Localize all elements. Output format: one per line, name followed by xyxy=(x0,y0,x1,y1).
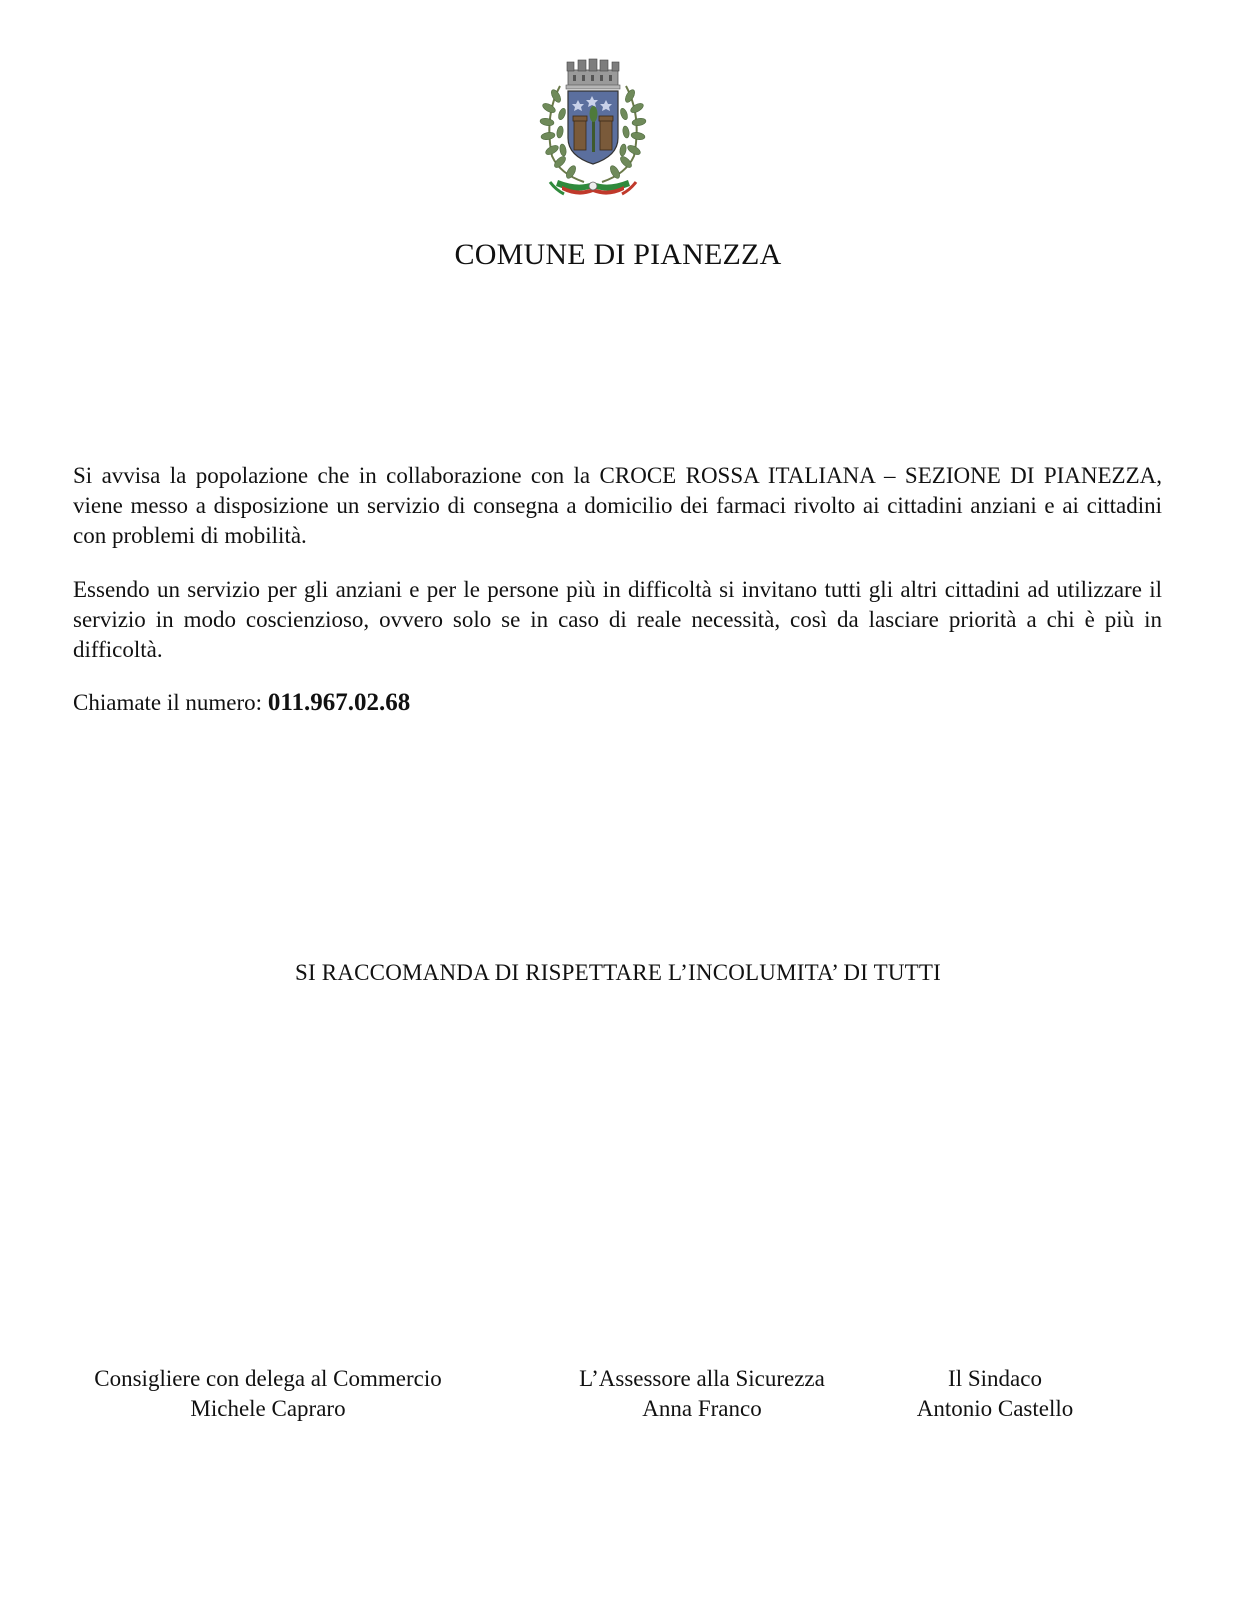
signature-block-commerce xyxy=(73,1364,463,1424)
notice-paragraph-2 xyxy=(73,575,1162,665)
phone-line xyxy=(73,688,1162,718)
phone-label: Chiamate il numero: xyxy=(73,690,263,715)
signature-name: Anna Franco xyxy=(642,1396,762,1421)
page-title: COMUNE DI PIANEZZA xyxy=(454,238,782,271)
notice-paragraph-2-text: Essendo un servizio per gli anziani e per le persone più in difficoltà si invitano tutti gli altri cittadini ad utilizzare il servizio in modo coscienzioso, ovvero solo se in caso di reale necessità, così da lasciare priorità a chi è più in difficoltà. xyxy=(73,577,1162,662)
signature-block-mayor xyxy=(895,1364,1095,1424)
notice-paragraph-1-text: Si avvisa la popolazione che in collaborazione con la CROCE ROSSA ITALIANA – SEZIONE DI PIANEZZA, viene messo a disposizione un servizio di consegna a domicilio dei farmaci rivolto ai cittadini anziani e ai cittadini con problemi di mobilità. xyxy=(73,463,1162,548)
signature-role: L’Assessore alla Sicurezza xyxy=(579,1366,825,1391)
signature-role: Consigliere con delega al Commercio xyxy=(94,1366,442,1391)
notice-paragraph-1 xyxy=(73,461,1162,551)
signature-block-security xyxy=(560,1364,844,1424)
safety-recommendation: SI RACCOMANDA DI RISPETTARE L’INCOLUMITA’ DI TUTTI xyxy=(294,960,942,985)
phone-number: 011.967.02.68 xyxy=(267,689,411,716)
municipal-coat-of-arms-icon xyxy=(538,56,648,198)
signature-name: Antonio Castello xyxy=(916,1396,1074,1421)
signature-name: Michele Capraro xyxy=(190,1396,346,1421)
signature-role: Il Sindaco xyxy=(948,1366,1042,1391)
